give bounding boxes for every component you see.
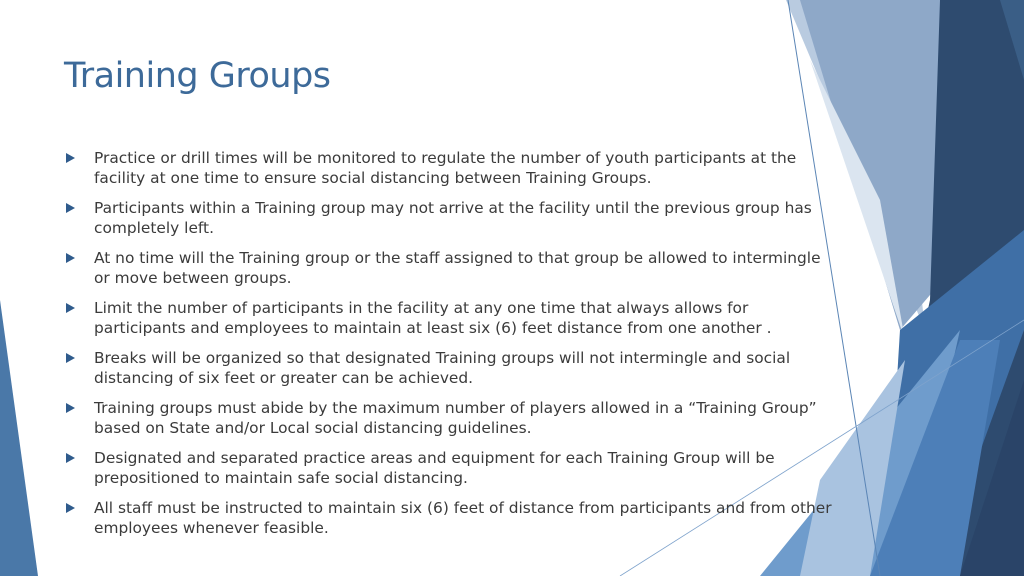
bullet-item xyxy=(64,398,834,438)
bullet-item xyxy=(64,298,834,338)
triangle-bullet-icon xyxy=(66,203,75,213)
triangle-bullet-icon xyxy=(66,353,75,363)
triangle-bullet-icon xyxy=(66,453,75,463)
bullet-text: Breaks will be organized so that designated Training groups will not intermingle and social distancing of six feet or greater can be achieved. xyxy=(94,349,791,387)
bullet-item xyxy=(64,498,834,538)
left-edge-shape xyxy=(0,300,38,576)
bullet-text: At no time will the Training group or the staff assigned to that group be allowed to intermingle or move between groups. xyxy=(94,249,821,287)
triangle-bullet-icon xyxy=(66,303,75,313)
bullet-item xyxy=(64,148,834,188)
bullet-text: Participants within a Training group may not arrive at the facility until the previous group has completely left. xyxy=(94,199,812,237)
bullet-item xyxy=(64,448,834,488)
bullet-text: Limit the number of participants in the facility at any one time that always allows for participants and employees to maintain at least six (6) feet distance from one another . xyxy=(94,299,772,337)
bullet-text: Designated and separated practice areas and equipment for each Training Group will be prepositioned to maintain safe social distancing. xyxy=(94,449,775,487)
slide-title: Training Groups xyxy=(64,56,331,96)
triangle-bullet-icon xyxy=(66,503,75,513)
bullet-text: Training groups must abide by the maximum number of players allowed in a “Training Group” based on State and/or Local social distancing guidelines. xyxy=(94,399,817,437)
triangle-bullet-icon xyxy=(66,153,75,163)
bullet-item xyxy=(64,348,834,388)
bullet-text: Practice or drill times will be monitored to regulate the number of youth participants at the facility at one time to ensure social distancing between Training Groups. xyxy=(94,149,797,187)
bullet-item xyxy=(64,198,834,238)
bullet-item xyxy=(64,248,834,288)
bullet-text: All staff must be instructed to maintain six (6) feet of distance from participants and from other employees whenever feasible. xyxy=(94,499,832,537)
bullet-list xyxy=(64,148,834,548)
triangle-bullet-icon xyxy=(66,403,75,413)
triangle-bullet-icon xyxy=(66,253,75,263)
